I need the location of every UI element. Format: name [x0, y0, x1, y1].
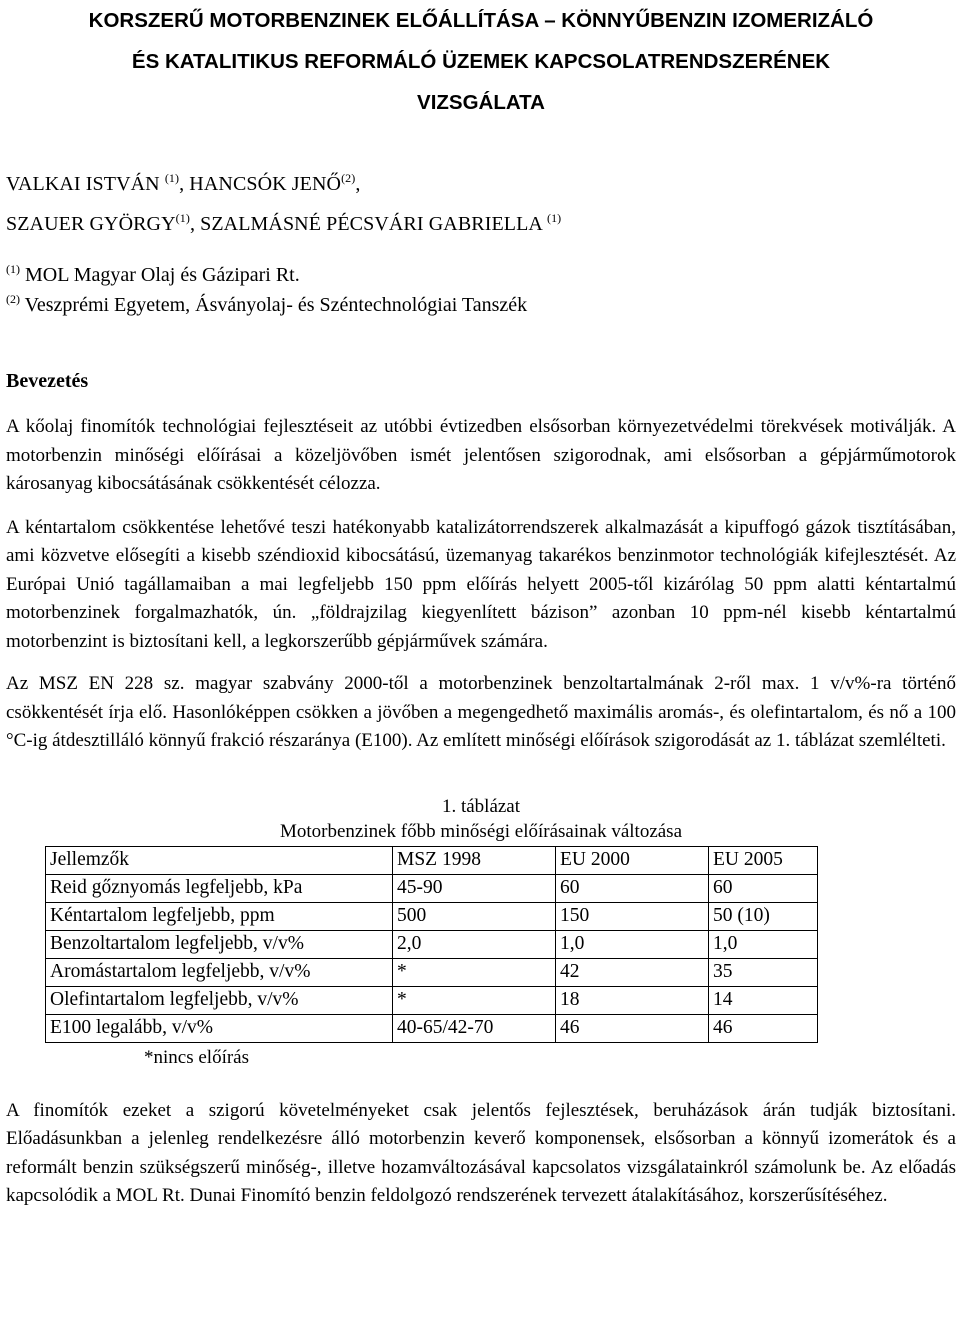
affiliation-mark: (1)	[6, 262, 20, 276]
paper-title	[6, 0, 956, 123]
affiliation-mark: (1)	[546, 211, 562, 225]
table-cell: 46	[709, 1014, 818, 1042]
table-cell: 500	[393, 902, 556, 930]
affiliation-mark: (2)	[6, 292, 20, 306]
affiliation-1	[6, 260, 956, 290]
affiliation-text: MOL Magyar Olaj és Gázipari Rt.	[20, 264, 300, 286]
table-cell: 150	[556, 902, 709, 930]
table-cell: Reid gőznyomás legfeljebb, kPa	[46, 874, 393, 902]
table-cell: 60	[709, 874, 818, 902]
table-cell: Jellemzők	[46, 846, 393, 874]
table-row	[46, 930, 818, 958]
paper-page	[6, 0, 956, 1211]
paragraph-4: A finomítók ezeket a szigorú követelményeket csak jelentős fejlesztések, beruházások árán tudják biztosítani. Előadásunkban a jelenleg rendelkezésre álló motorbenzin keverő komponensek, elsősorban a könnyű izomerátok és a reformált benzin szükségszerű minőség-, illetve hozamváltozásával kapcsolatos vizsgálatainkról számolunk be. Az előadás kapcsolódik a MOL Rt. Dunai Finomító benzin feldolgozó rendszerének tervezett átalakításához, korszerűsítéséhez.	[6, 1099, 956, 1206]
table-cell: E100 legalább, v/v%	[46, 1014, 393, 1042]
table-cell: 14	[709, 986, 818, 1014]
affiliation-mark: (1)	[164, 171, 180, 185]
author-line-1	[6, 164, 956, 204]
table-cell: Benzoltartalom legfeljebb, v/v%	[46, 930, 393, 958]
table-cell: 46	[556, 1014, 709, 1042]
author-list	[6, 164, 956, 244]
title-line-1: KORSZERŰ MOTORBENZINEK ELŐÁLLÍTÁSA – KÖNNYŰBENZIN IZOMERIZÁLÓ	[88, 9, 874, 32]
table-cell: Kéntartalom legfeljebb, ppm	[46, 902, 393, 930]
table-cell: 35	[709, 958, 818, 986]
author-name: SZAUER GYÖRGY	[6, 213, 176, 235]
table-cell: *	[393, 986, 556, 1014]
title-line-3: VIZSGÁLATA	[417, 91, 545, 114]
table-cell: 1,0	[709, 930, 818, 958]
table-row	[46, 958, 818, 986]
table-cell: EU 2000	[556, 846, 709, 874]
author-name: VALKAI ISTVÁN	[6, 173, 160, 195]
author-line-2	[6, 204, 956, 244]
title-line-2: ÉS KATALITIKUS REFORMÁLÓ ÜZEMEK KAPCSOLATRENDSZERÉNEK	[131, 50, 831, 73]
affiliation-mark: (1)	[175, 211, 190, 225]
author-name: , SZALMÁSNÉ PÉCSVÁRI GABRIELLA	[189, 213, 542, 235]
paragraph-1: A kőolaj finomítók technológiai fejlesztéseit az utóbbi évtizedben elsősorban környezetvédelmi törekvések motiválják. A motorbenzin minőségi előírásai a közeljövőben ismét jelentősen szigorodnak, ami elsősorban a gépjárműmotorok károsanyag kibocsátásának csökkentését célozza.	[6, 416, 956, 494]
table-cell: 1,0	[556, 930, 709, 958]
table-row	[46, 1014, 818, 1042]
paragraph-3: Az MSZ EN 228 sz. magyar szabvány 2000-től a motorbenzinek benzoltartalmának 2-ről max. 1 v/v%-ra történő csökkentését írja elő. Hasonlóképpen csökken a jövőben a megengedhető maximális aromás-, és olefintartalom, és nő a 100 °C-ig átdesztilláló könnyű frakció részaránya (E100). Az említett minőségi előírások szigorodását az 1. táblázat szemlélteti.	[6, 673, 956, 751]
table-cell: 45-90	[393, 874, 556, 902]
paragraph-2: A kéntartalom csökkentése lehetővé teszi hatékonyabb katalizátorrendszerek alkalmazását a kipuffogó gázok tisztításában, ami közvetve elősegíti a kisebb széndioxid kibocsátású, üzemanyag takarékos benzinmotor technológiák kifejlesztését. Az Európai Unió tagállamaiban a mai legfeljebb 150 ppm előírás helyett 2005-től kizárólag 50 ppm alatti kéntartalmú motorbenzinek forgalmazhatók, ún. „földrajzilag kiegyenlített bázison” azonban 10 ppm-nél kisebb kéntartalmú motorbenzint is biztosítani kell, a legkorszerűbb gépjárművek számára.	[6, 516, 956, 652]
affiliation-text: Veszprémi Egyetem, Ásványolaj- és Széntechnológiai Tanszék	[20, 294, 528, 316]
table-row	[46, 902, 818, 930]
affiliation-mark: (2)	[341, 171, 356, 185]
table-cell: Aromástartalom legfeljebb, v/v%	[46, 958, 393, 986]
table-cell: 60	[556, 874, 709, 902]
table-cell: EU 2005	[709, 846, 818, 874]
table-number: 1. táblázat	[441, 795, 521, 817]
table-row	[46, 846, 818, 874]
table-cell: Olefintartalom legfeljebb, v/v%	[46, 986, 393, 1014]
table-cell: 40-65/42-70	[393, 1014, 556, 1042]
table-row	[46, 874, 818, 902]
author-name: , HANCSÓK JENŐ	[179, 173, 342, 195]
table-cell: 42	[556, 958, 709, 986]
author-separator: ,	[355, 173, 361, 195]
section-heading: Bevezetés	[6, 370, 89, 392]
table-cell: MSZ 1998	[393, 846, 556, 874]
table-title: Motorbenzinek főbb minőségi előírásainak változása	[279, 820, 683, 842]
table-cell: 18	[556, 986, 709, 1014]
table-cell: 50 (10)	[709, 902, 818, 930]
table-cell: 2,0	[393, 930, 556, 958]
table-footnote: *nincs előírás	[144, 1046, 250, 1068]
table-caption	[6, 794, 956, 844]
affiliation-2	[6, 290, 956, 320]
spec-table	[45, 846, 818, 1043]
affiliations	[6, 260, 956, 320]
table-row	[46, 986, 818, 1014]
table-cell: *	[393, 958, 556, 986]
